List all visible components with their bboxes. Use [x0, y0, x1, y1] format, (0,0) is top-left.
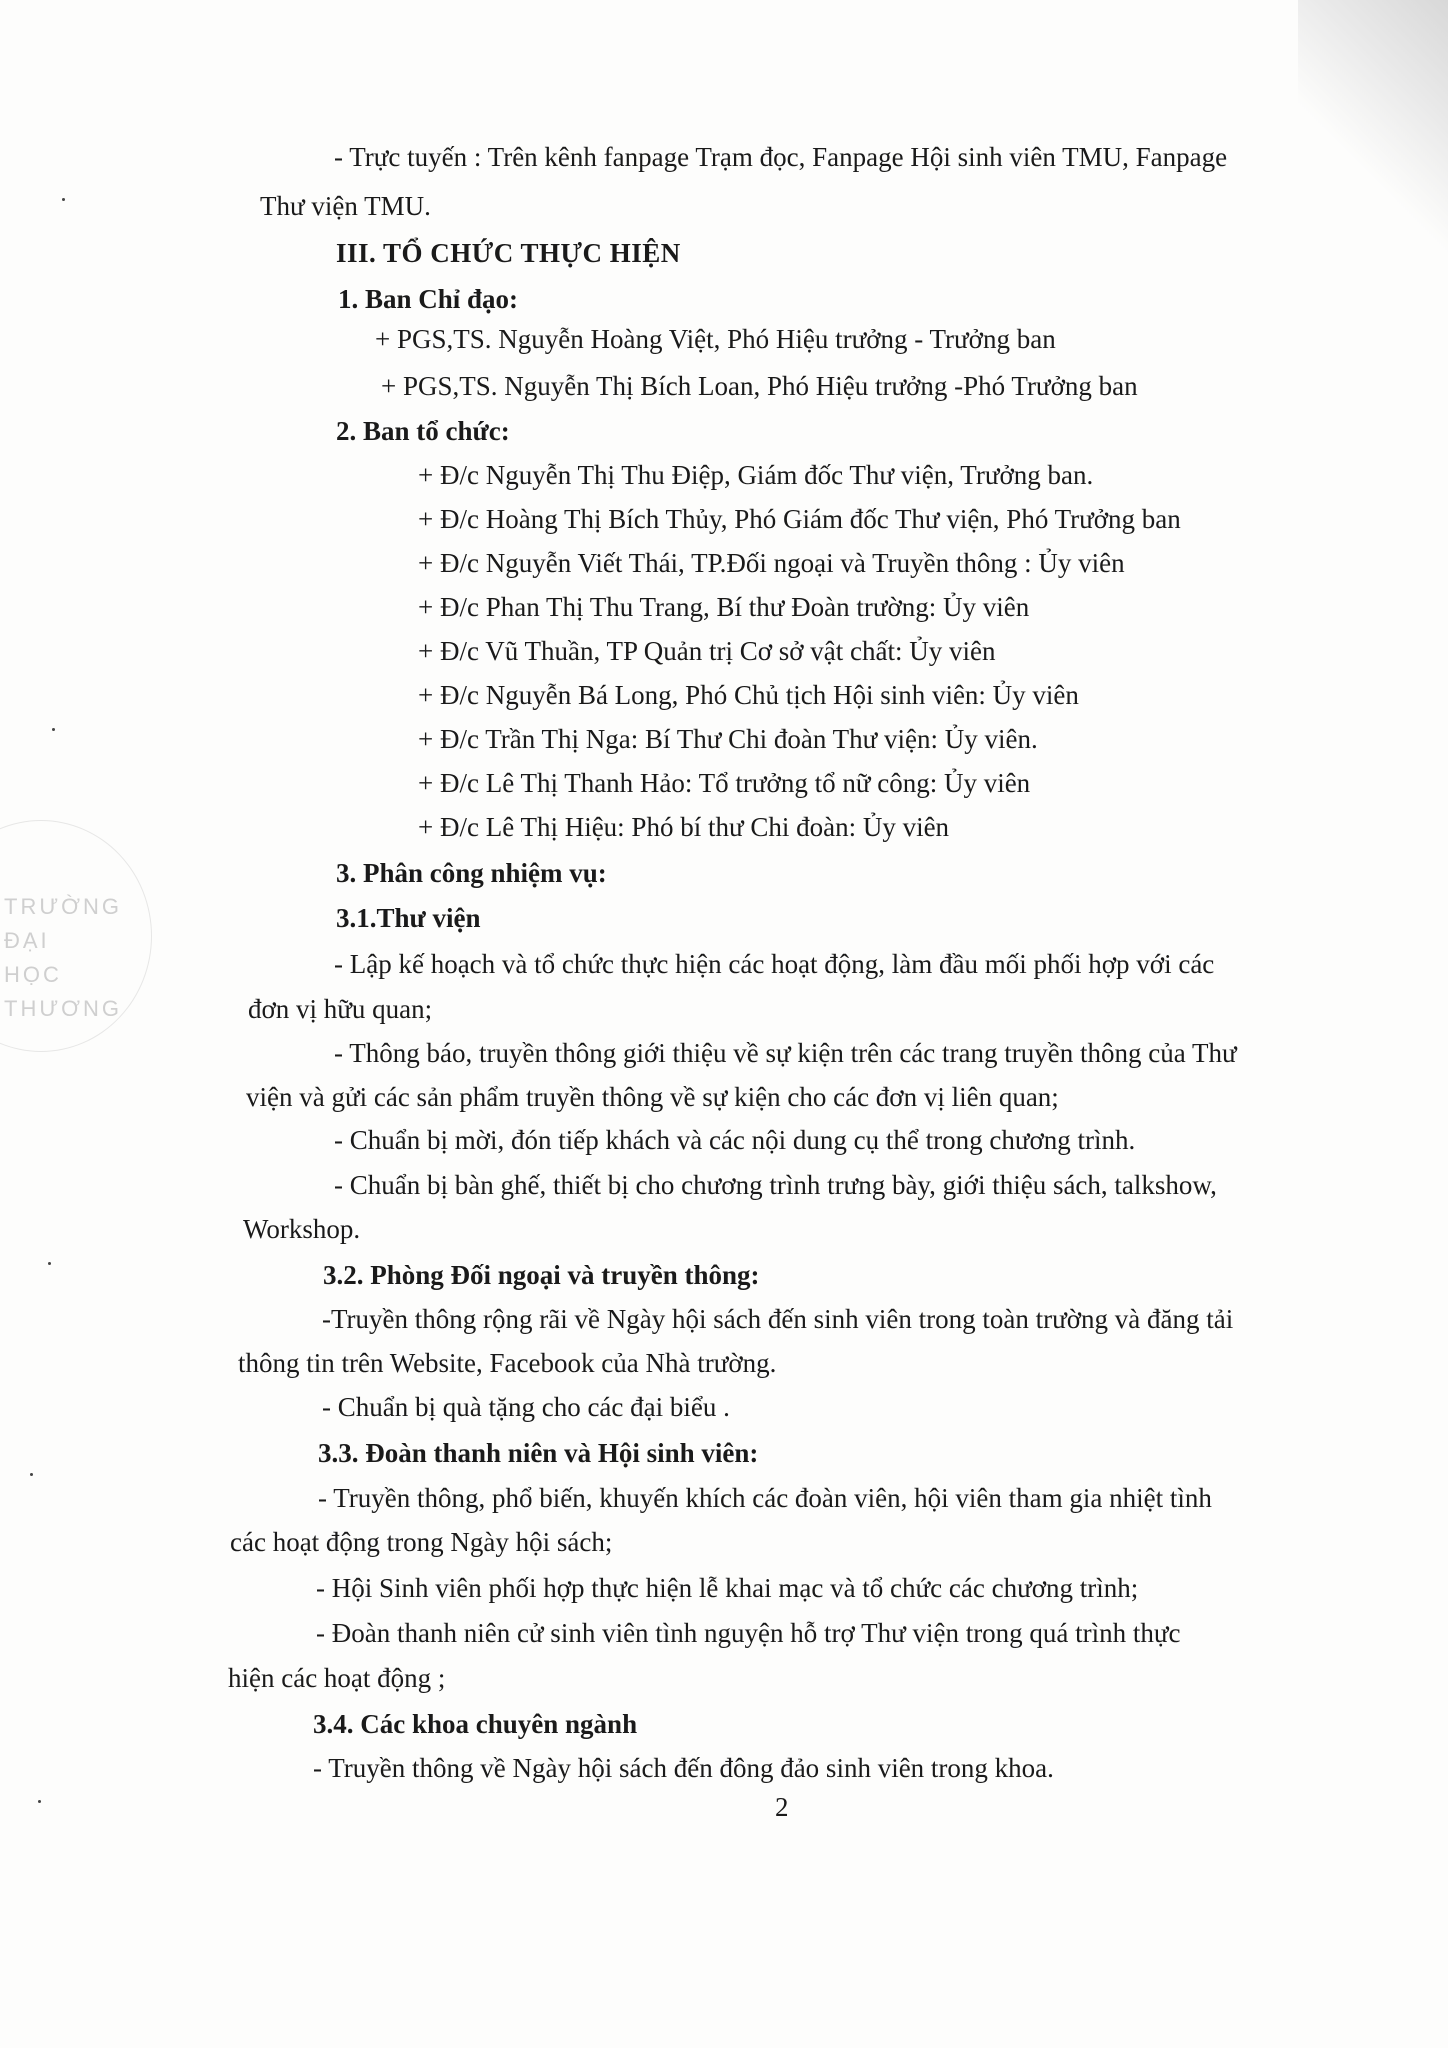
organizing-member: + Đ/c Nguyễn Bá Long, Phó Chủ tịch Hội sinh viên: Ủy viên — [418, 680, 1079, 710]
youth-union-task-line: - Đoàn thanh niên cử sinh viên tình nguyện hỗ trợ Thư viện trong quá trình thực — [316, 1618, 1181, 1648]
library-heading: 3.1.Thư viện — [336, 903, 481, 933]
steering-committee-heading: 1. Ban Chỉ đạo: — [338, 284, 519, 314]
scan-edge-shadow — [1298, 0, 1448, 260]
youth-union-task-line: các hoạt động trong Ngày hội sách; — [230, 1527, 613, 1557]
youth-union-task-line: hiện các hoạt động ; — [228, 1663, 446, 1693]
section-title: III. TỔ CHỨC THỰC HIỆN — [336, 238, 681, 268]
organizing-member: + Đ/c Nguyễn Viết Thái, TP.Đối ngoại và Truyền thông : Ủy viên — [418, 548, 1125, 578]
library-task-line: - Chuẩn bị bàn ghế, thiết bị cho chương trình trưng bày, giới thiệu sách, talkshow, — [334, 1170, 1217, 1200]
library-task-line: Workshop. — [243, 1214, 361, 1244]
online-channel-line: Thư viện TMU. — [260, 191, 431, 221]
external-affairs-task-line: - Chuẩn bị quà tặng cho các đại biểu . — [322, 1392, 730, 1422]
scan-speck — [62, 198, 65, 201]
faculties-heading: 3.4. Các khoa chuyên ngành — [313, 1709, 638, 1739]
organizing-member: + Đ/c Hoàng Thị Bích Thủy, Phó Giám đốc Thư viện, Phó Trưởng ban — [418, 504, 1181, 534]
stamp-line: ĐẠI HỌC — [4, 928, 62, 987]
youth-union-heading: 3.3. Đoàn thanh niên và Hội sinh viên: — [318, 1438, 759, 1468]
organizing-member: + Đ/c Lê Thị Thanh Hảo: Tổ trưởng tổ nữ công: Ủy viên — [418, 768, 1031, 798]
scan-speck — [30, 1473, 33, 1476]
library-task-line: đơn vị hữu quan; — [248, 994, 433, 1024]
library-task-line: - Chuẩn bị mời, đón tiếp khách và các nội dung cụ thể trong chương trình. — [334, 1125, 1136, 1155]
steering-member: + PGS,TS. Nguyễn Thị Bích Loan, Phó Hiệu trưởng -Phó Trưởng ban — [381, 371, 1138, 401]
organizing-member: + Đ/c Lê Thị Hiệu: Phó bí thư Chi đoàn: Ủy viên — [418, 812, 950, 842]
online-channel-line: - Trực tuyến : Trên kênh fanpage Trạm đọc, Fanpage Hội sinh viên TMU, Fanpage — [334, 142, 1228, 172]
scan-speck — [38, 1800, 41, 1803]
external-affairs-task-line: thông tin trên Website, Facebook của Nhà trường. — [238, 1348, 777, 1378]
youth-union-task-line: - Hội Sinh viên phối hợp thực hiện lễ khai mạc và tổ chức các chương trình; — [316, 1573, 1139, 1603]
stamp-line: THƯƠNG — [4, 996, 122, 1021]
assignment-heading: 3. Phân công nhiệm vụ: — [336, 858, 607, 888]
library-task-line: - Lập kế hoạch và tổ chức thực hiện các hoạt động, làm đầu mối phối hợp với các — [334, 949, 1215, 979]
scan-speck — [52, 728, 55, 731]
organizing-member: + Đ/c Nguyễn Thị Thu Điệp, Giám đốc Thư viện, Trưởng ban. — [418, 460, 1094, 490]
youth-union-task-line: - Truyền thông, phổ biến, khuyến khích các đoàn viên, hội viên tham gia nhiệt tình — [318, 1483, 1212, 1513]
faded-stamp-text — [4, 890, 122, 1026]
scan-speck — [48, 1262, 51, 1265]
library-task-line: - Thông báo, truyền thông giới thiệu về sự kiện trên các trang truyền thông của Thư — [334, 1038, 1237, 1068]
external-affairs-heading: 3.2. Phòng Đối ngoại và truyền thông: — [323, 1260, 760, 1290]
organizing-member: + Đ/c Vũ Thuần, TP Quản trị Cơ sở vật chất: Ủy viên — [418, 636, 996, 666]
organizing-member: + Đ/c Trần Thị Nga: Bí Thư Chi đoàn Thư viện: Ủy viên. — [418, 724, 1038, 754]
external-affairs-task-line: -Truyền thông rộng rãi về Ngày hội sách đến sinh viên trong toàn trường và đăng tải — [322, 1304, 1234, 1334]
stamp-line: TRƯỜNG — [4, 894, 122, 919]
organizing-committee-heading: 2. Ban tổ chức: — [336, 416, 510, 446]
organizing-member: + Đ/c Phan Thị Thu Trang, Bí thư Đoàn trường: Ủy viên — [418, 592, 1030, 622]
library-task-line: viện và gửi các sản phẩm truyền thông về sự kiện cho các đơn vị liên quan; — [246, 1082, 1059, 1112]
steering-member: + PGS,TS. Nguyễn Hoàng Việt, Phó Hiệu trưởng - Trưởng ban — [375, 324, 1056, 354]
page-number: 2 — [775, 1792, 789, 1822]
faculties-task-line: - Truyền thông về Ngày hội sách đến đông đảo sinh viên trong khoa. — [313, 1753, 1054, 1783]
